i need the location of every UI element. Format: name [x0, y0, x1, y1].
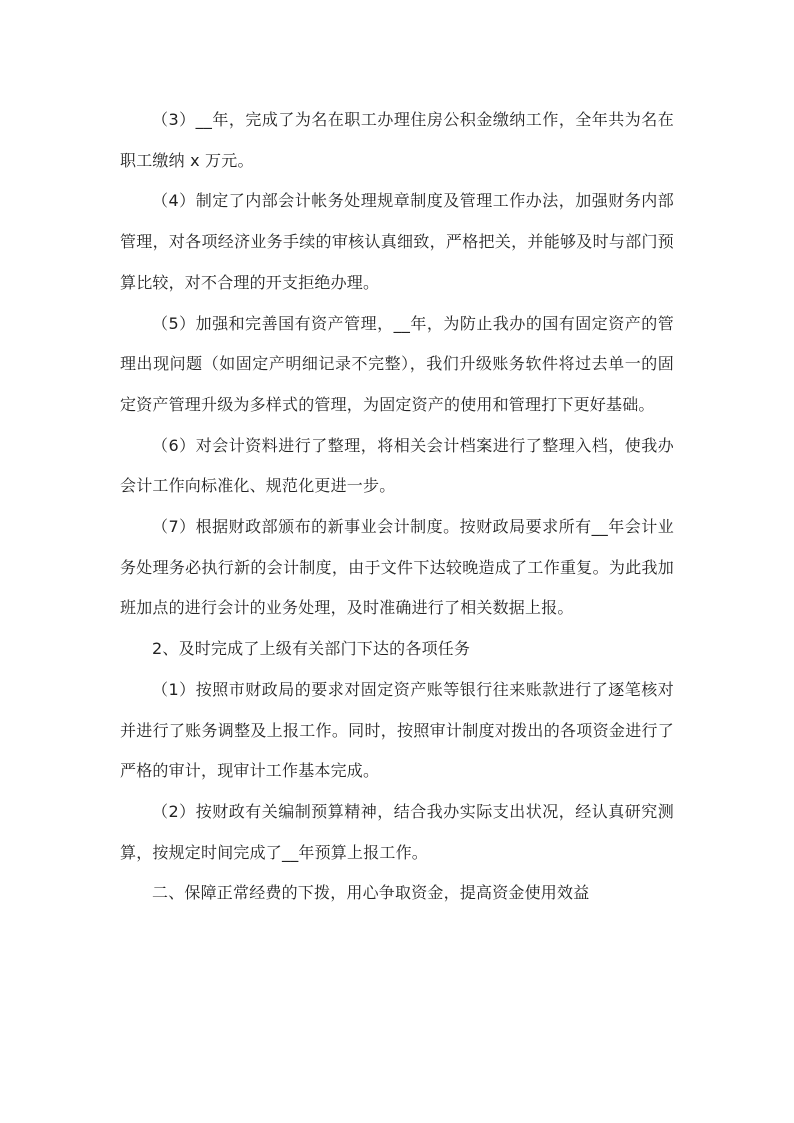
paragraph-item-6: （6）对会计资料进行了整理，将相关会计档案进行了整理入档，使我办会计工作向标准化、规范化更进一步。: [120, 435, 674, 496]
paragraph-subitem-1: （1）按照市财政局的要求对固定资产账等银行往来账款进行了逐笔核对并进行了账务调整及上报工作。同时，按照审计制度对拨出的各项资金进行了严格的审计，现审计工作基本完成。: [120, 679, 674, 781]
paragraph-subitem-2: （2）按财政有关编制预算精神，结合我办实际支出状况，经认真研究测算，按规定时间完成了__年预算上报工作。: [120, 801, 674, 862]
paragraph-item-7: （7）根据财政部颁布的新事业会计制度。按财政局要求所有__年会计业务处理务必执行新的会计制度，由于文件下达较晚造成了工作重复。为此我加班加点的进行会计的业务处理，及时准确进行了相关数据上报。: [120, 517, 674, 618]
paragraph-item-4: （4）制定了内部会计帐务处理规章制度及管理工作办法，加强财务内部管理，对各项经济业务手续的审核认真细致，严格把关，并能够及时与部门预算比较，对不合理的开支拒绝办理。: [120, 191, 674, 292]
section-heading-2: 2、及时完成了上级有关部门下达的各项任务: [152, 639, 471, 659]
section-heading-two: 二、保障正常经费的下拨，用心争取资金，提高资金使用效益: [152, 883, 590, 903]
paragraph-item-5: （5）加强和完善国有资产管理，__年，为防止我办的国有固定资产的管理出现问题（如固定产明细记录不完整），我们升级账务软件将过去单一的固定资产管理升级为多样式的管理，为固定资产的使用和管理打下更好基础。: [120, 313, 674, 414]
paragraph-item-3: （3）__年，完成了为名在职工办理住房公积金缴纳工作，全年共为名在职工缴纳 x 万元。: [120, 110, 674, 170]
